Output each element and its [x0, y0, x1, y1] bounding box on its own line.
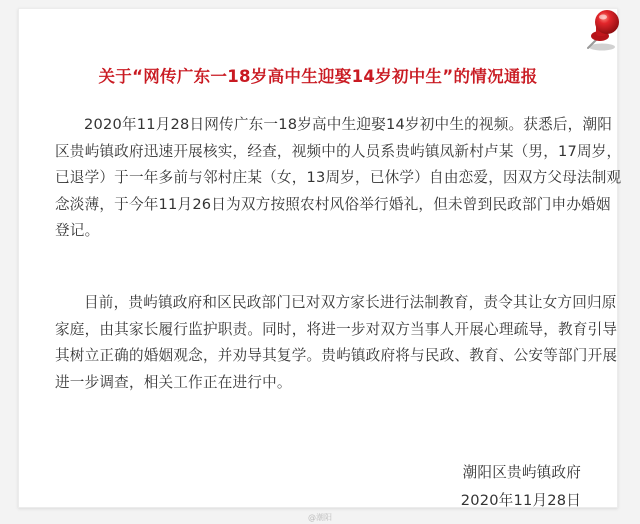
notice-paper	[18, 8, 622, 509]
notice-paragraph-2: 目前，贵屿镇政府和区民政部门已对双方家长进行法制教育，责令其让女方回归原家庭，由其家长履行监护职责。同时，将进一步对双方当事人开展心理疏导，教育引导其树立正确的婚姻观念，并劝导其复学。贵屿镇政府将与民政、教育、公安等部门开展进一步调查，相关工作正在进行中。	[55, 294, 618, 391]
watermark: @潮阳	[308, 513, 332, 522]
notice-paragraph-1: 2020年11月28日网传广东一18岁高中生迎娶14岁初中生的视频。获悉后，潮阳区贵屿镇政府迅速开展核实，经查，视频中的人员系贵屿镇凤新村卢某（男，17周岁，已退学）于一年多前与邻村庄某（女，13周岁，已休学）自由恋爱，因双方父母法制观念淡薄，于今年11月26日为双方按照农村风俗举行婚礼，但未曾到民政部门申办婚姻登记。	[55, 116, 622, 239]
pushpin-icon	[578, 6, 630, 56]
signature-date: 2020年11月28日	[460, 492, 581, 509]
notice-title: 关于“网传广东一18岁高中生迎娶14岁初中生”的情况通报	[98, 67, 538, 86]
signature-organization: 潮阳区贵屿镇政府	[462, 464, 581, 481]
